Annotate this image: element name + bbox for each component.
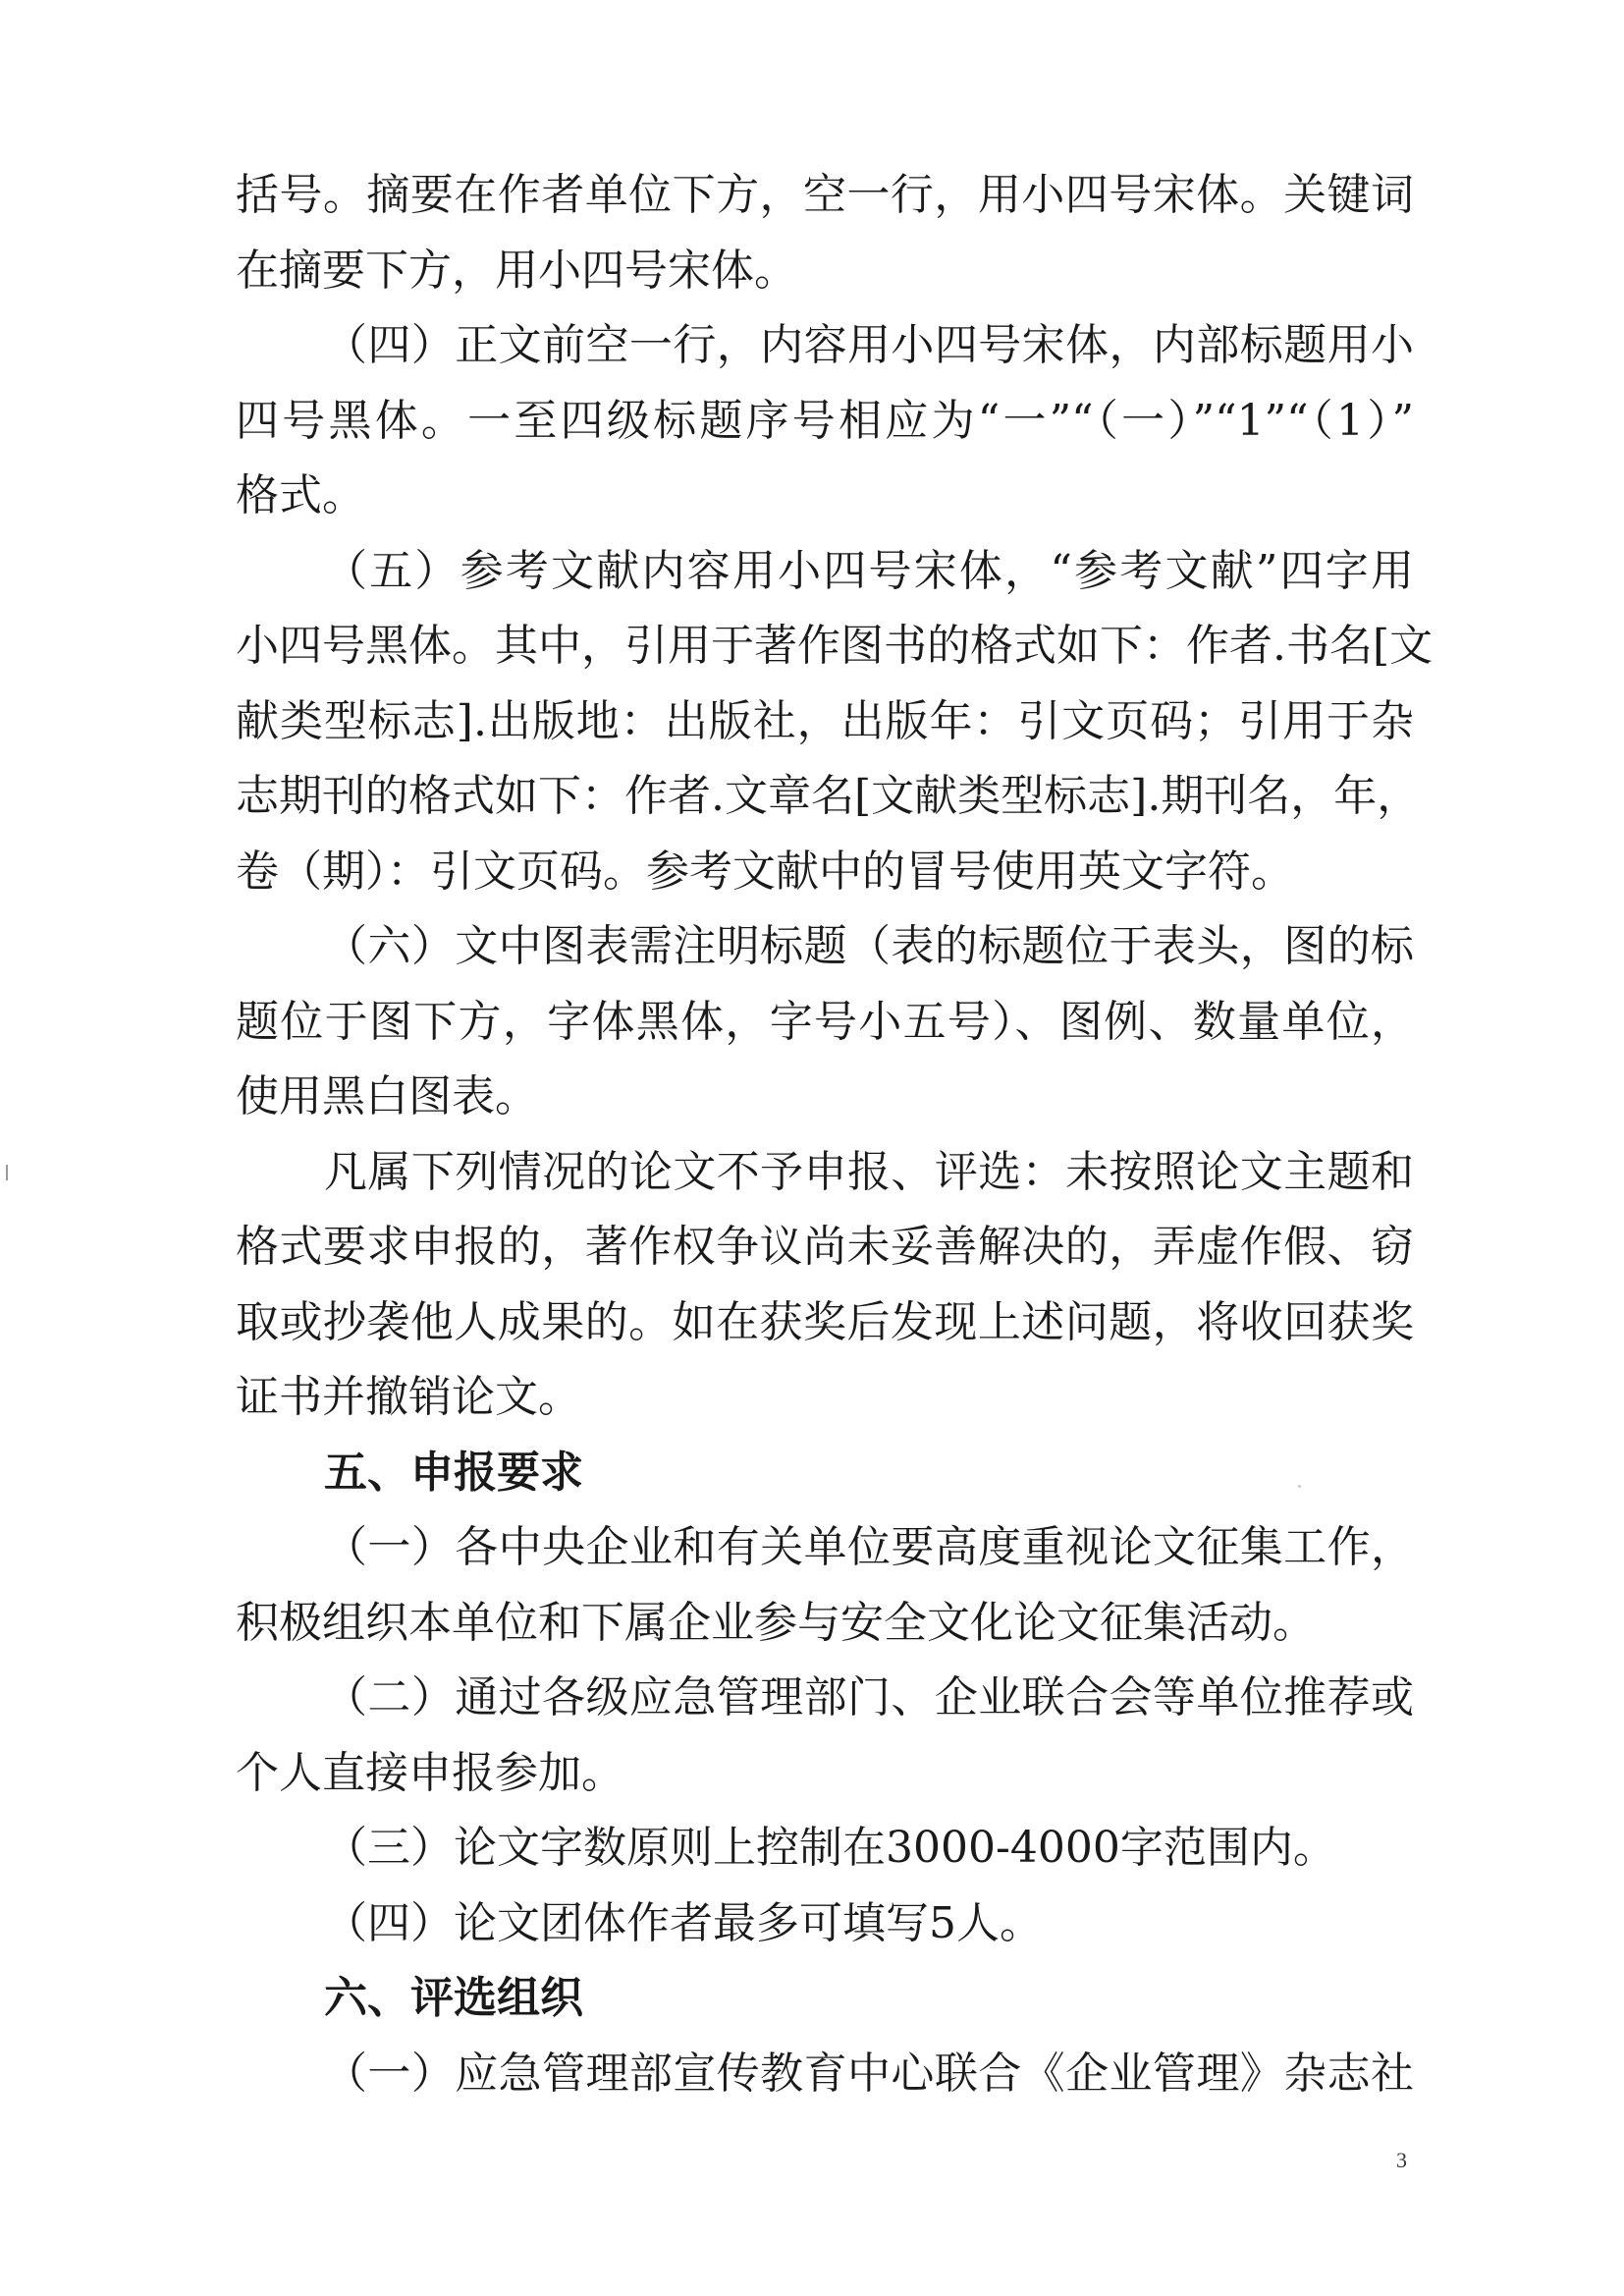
scan-mark xyxy=(6,1165,8,1180)
text-line: （二）通过各级应急管理部门、企业联合会等单位推荐或 xyxy=(324,1672,1414,1722)
text-line: （一）应急管理部宣传教育中心联合《企业管理》杂志社 xyxy=(324,2049,1414,2099)
text-line: 积极组织本单位和下属企业参与安全文化论文征集活动。 xyxy=(236,1598,1316,1648)
text-line: 个人直接申报参加。 xyxy=(236,1748,624,1798)
text-line: 取或抄袭他人成果的。如在获奖后发现上述问题，将收回获奖 xyxy=(236,1297,1414,1347)
text-line: （三）论文字数原则上控制在3000-4000字范围内。 xyxy=(324,1823,1336,1873)
text-line: 在摘要下方，用小四号宋体。 xyxy=(236,246,797,296)
text-line: 使用黑白图表。 xyxy=(236,1071,538,1121)
text-line: （六）文中图表需注明标题（表的标题位于表头，图的标 xyxy=(324,921,1414,971)
section-heading: 六、评选组织 xyxy=(324,1973,583,2023)
text-line: 卷（期）：引文页码。参考文献中的冒号使用英文字符。 xyxy=(236,847,1294,897)
text-line: 格式。 xyxy=(236,470,365,520)
text-line: 题位于图下方，字体黑体，字号小五号）、图例、数量单位， xyxy=(236,997,1414,1047)
text-line: 小四号黑体。其中，引用于著作图书的格式如下：作者.书名[文 xyxy=(236,621,1434,671)
text-line: （五）参考文献内容用小四号宋体，“参考文献”四字用 xyxy=(324,546,1414,596)
page-number: 3 xyxy=(1396,2148,1407,2172)
text-line: 献类型标志].出版地：出版社，出版年：引文页码；引用于杂 xyxy=(236,696,1414,746)
text-line: 证书并撤销论文。 xyxy=(236,1372,581,1422)
text-line: 格式要求申报的，著作权争议尚未妥善解决的，弄虚作假、窃 xyxy=(236,1222,1414,1272)
text-line: 括号。摘要在作者单位下方，空一行，用小四号宋体。关键词 xyxy=(236,170,1414,220)
text-line: 凡属下列情况的论文不予申报、评选：未按照论文主题和 xyxy=(324,1147,1414,1197)
text-line: 志期刊的格式如下：作者.文章名[文献类型标志].期刊名，年， xyxy=(236,771,1421,821)
section-heading: 五、申报要求 xyxy=(324,1448,583,1498)
text-line: （一）各中央企业和有关单位要高度重视论文征集工作， xyxy=(324,1522,1414,1572)
scan-dust xyxy=(1298,1485,1301,1488)
text-line: （四）正文前空一行，内容用小四号宋体，内部标题用小 xyxy=(324,320,1414,370)
text-line: 四号黑体。一至四级标题序号相应为“一”“（一）”“1”“（1）” xyxy=(236,396,1414,446)
text-line: （四）论文团体作者最多可填写5人。 xyxy=(324,1898,1043,1948)
